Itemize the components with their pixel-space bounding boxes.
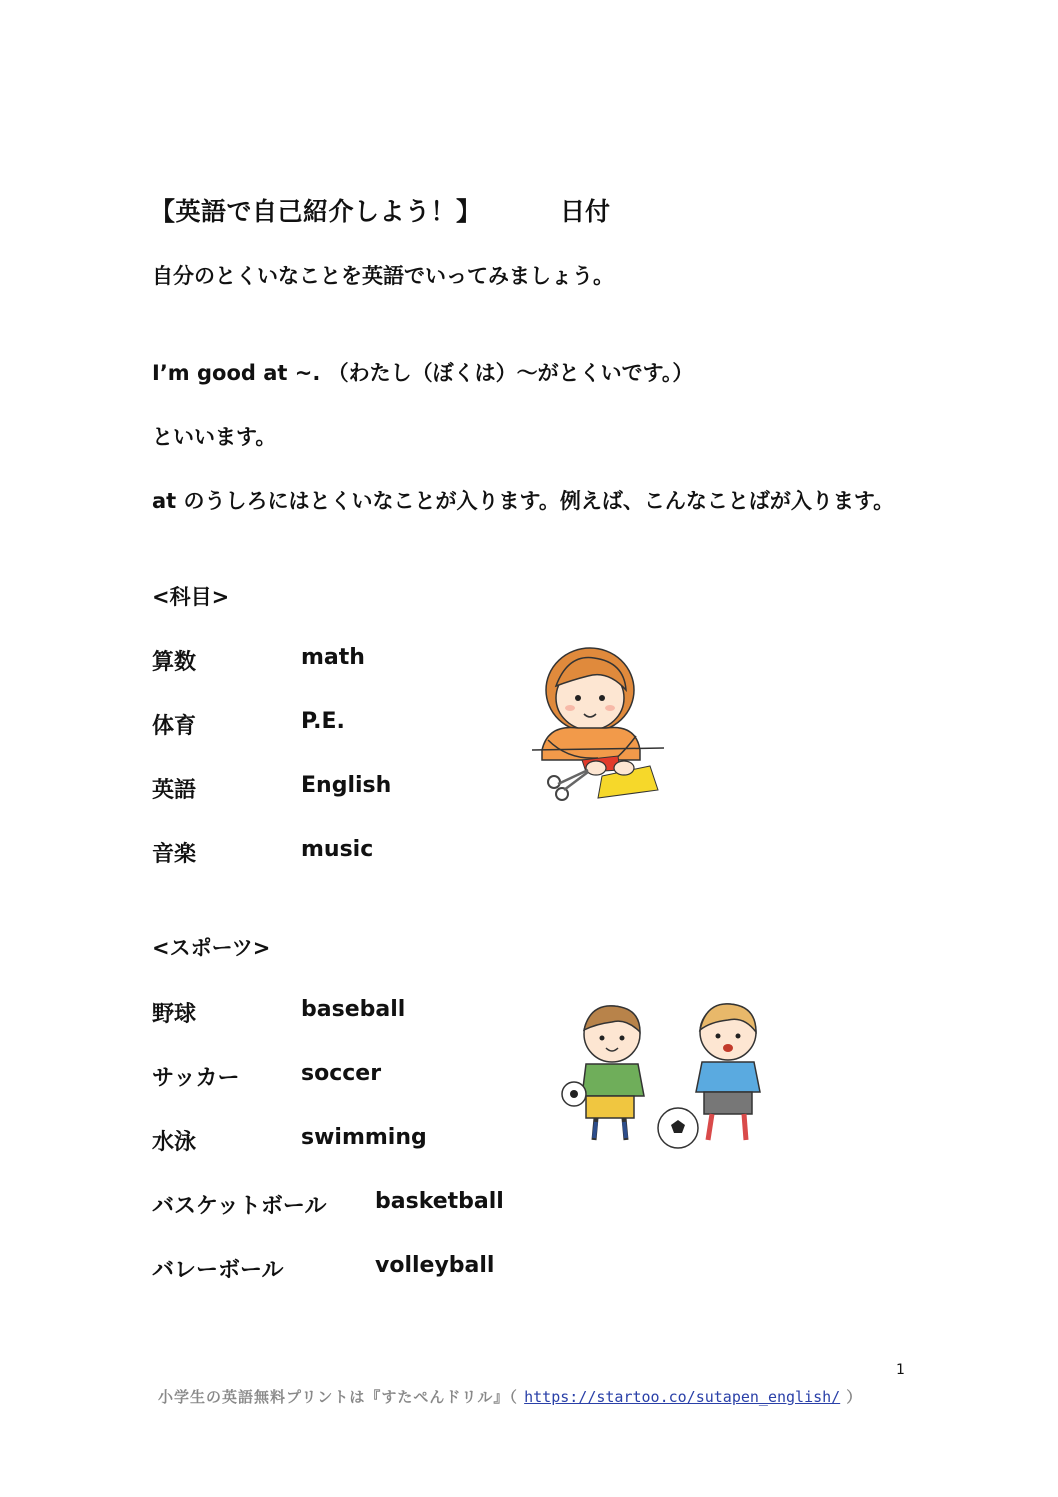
sport-en: volleyball <box>375 1253 495 1278</box>
subjects-heading: <科目> <box>152 585 230 609</box>
sport-en: baseball <box>301 997 406 1022</box>
sports-heading: <スポーツ> <box>152 936 271 960</box>
sport-jp: バスケットボール <box>152 1194 327 1219</box>
sport-en: soccer <box>301 1061 382 1086</box>
footer-link[interactable]: https://startoo.co/sutapen_english/ <box>524 1388 841 1406</box>
sport-jp: バレーボール <box>152 1258 284 1283</box>
page-number: 1 <box>896 1362 905 1378</box>
intro-line-3: といいます。 <box>152 425 277 449</box>
subject-jp: 英語 <box>152 778 197 803</box>
intro-line-4: at のうしろにはとくいなことが入ります。例えば、こんなことばが入ります。 <box>152 489 895 513</box>
date-label: 日付 <box>560 197 611 226</box>
footer-text: 小学生の英語無料プリントは『すたぺんドリル』（ <box>158 1388 525 1406</box>
sport-jp: 水泳 <box>152 1130 197 1155</box>
subject-en: English <box>301 773 392 798</box>
subject-jp: 算数 <box>152 650 197 675</box>
kids-soccer-illustration <box>560 1000 770 1152</box>
intro-line-2: I’m good at ~. （わたし（ぼくは）～がとくいです。） <box>152 361 694 385</box>
girl-crafting-illustration <box>528 640 668 805</box>
subject-jp: 音楽 <box>152 842 197 867</box>
sport-en: swimming <box>301 1125 427 1150</box>
sport-jp: 野球 <box>152 1002 197 1027</box>
sport-jp: サッカー <box>152 1066 240 1091</box>
subject-jp: 体育 <box>152 714 197 739</box>
footer-close: ） <box>840 1388 863 1406</box>
subject-en: music <box>301 837 374 862</box>
sport-en: basketball <box>375 1189 504 1214</box>
intro-line-1: 自分のとくいなことを英語でいってみましょう。 <box>152 264 614 288</box>
worksheet-title: 【英語で自己紹介しよう！】 <box>150 197 482 226</box>
subject-en: P.E. <box>301 709 345 734</box>
footer-note <box>158 1386 862 1407</box>
subject-en: math <box>301 645 365 670</box>
